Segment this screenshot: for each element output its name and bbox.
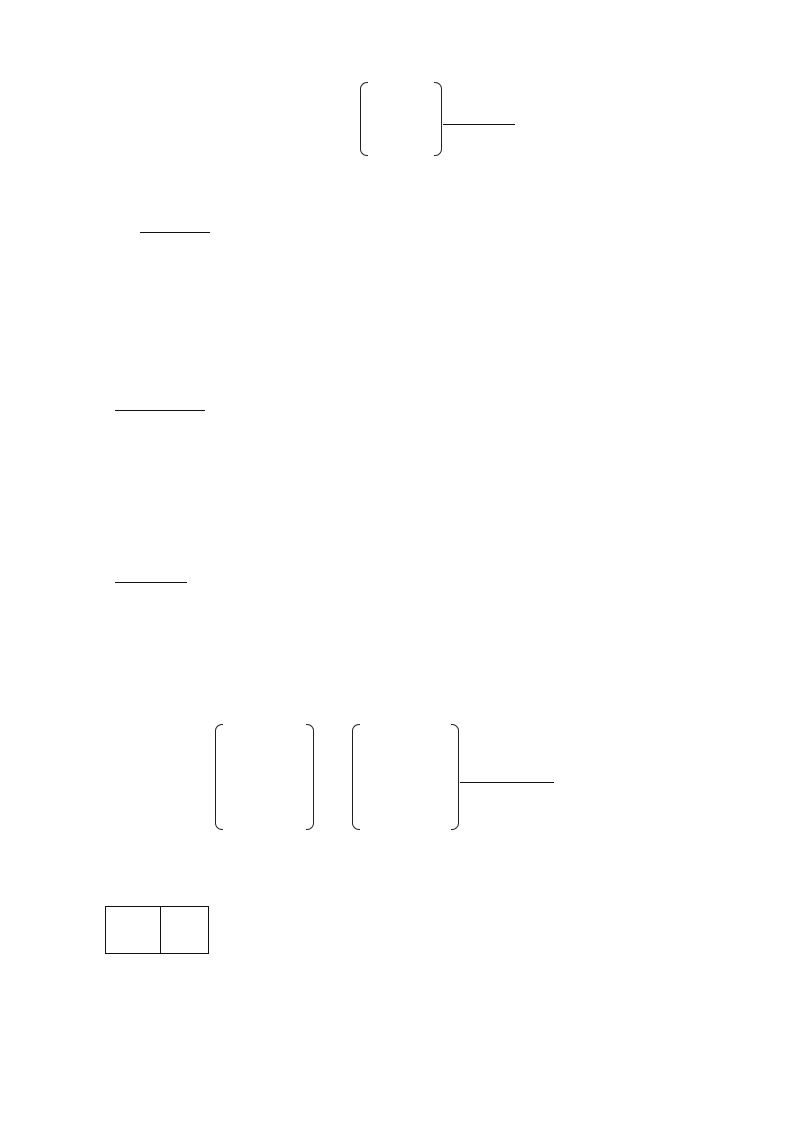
q1-matrix-p: [366, 80, 438, 158]
q2-answer-blank: [140, 216, 210, 233]
q1-option-b: [276, 180, 281, 205]
q5-matrix-a: [220, 722, 310, 830]
q2-stem: [131, 216, 219, 239]
score-box: [105, 906, 209, 954]
q2-option-d: [122, 312, 127, 332]
q2-option-b: [122, 264, 127, 284]
q5-matrix-a-right-bracket: [306, 724, 314, 830]
q4-answer-blank: [115, 566, 187, 583]
q5-answer-blank: [460, 766, 554, 783]
q3-stem-line1: [131, 346, 136, 366]
q1-stem-tail: [443, 108, 533, 131]
score-value-cell: [160, 907, 208, 953]
q3-answer-blank: [115, 394, 205, 411]
q4-stem-line2: [115, 564, 187, 589]
q3-stem-line2: [115, 394, 205, 417]
q5-matrix-b-right-bracket: [451, 724, 459, 830]
q2-option-c: [122, 288, 127, 308]
q5-stem: [131, 766, 136, 786]
q5-matrix-b: [357, 722, 455, 830]
q2-option-a: [122, 240, 127, 260]
q1-answer-blank: [443, 108, 515, 125]
q1-matrix-right-bracket: [434, 82, 442, 156]
q5-stem-tail: [460, 766, 568, 789]
score-label: [106, 907, 161, 953]
